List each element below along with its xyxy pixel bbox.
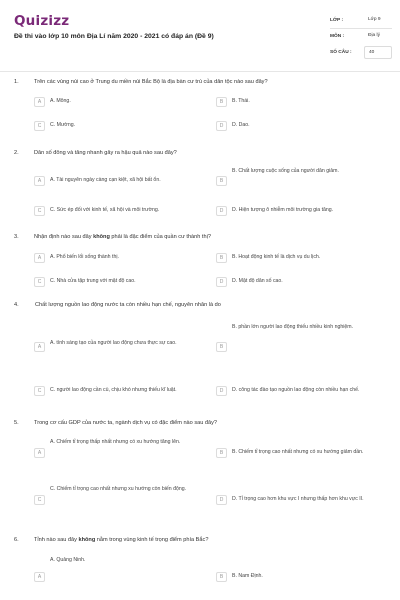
option-text: D. công tác đào tạo nguồn lao động còn nhiều hạn chế. <box>232 387 360 393</box>
question-text: Trên các vùng núi cao ở Trung du miền núi Bắc Bộ là địa bàn cư trú của dân tộc nào sau đây? <box>34 79 268 85</box>
option-text: A. Mông. <box>50 98 71 104</box>
option-text: D. Mật độ dân số cao. <box>232 278 283 284</box>
option-letter: D <box>216 206 227 216</box>
option-letter: A <box>34 97 45 107</box>
option-letter: A <box>34 572 45 582</box>
question-text: Trong cơ cấu GDP của nước ta, ngành dịch vụ có đặc điểm nào sau đây? <box>34 420 218 426</box>
question-number: 4. <box>14 302 19 308</box>
option-letter: C <box>34 386 45 396</box>
option-text: B. Hoạt động kinh tế là dịch vụ du lịch. <box>232 254 321 260</box>
option-text: B. Chiếm tỉ trọng cao nhất nhưng có xu hướng giảm dần. <box>232 449 364 455</box>
meta-mon <box>330 30 392 43</box>
option-letter: D <box>216 277 227 287</box>
question-text <box>34 234 374 242</box>
worksheet-header <box>0 0 400 72</box>
option-text: A. Phổ biến lối sống thành thị. <box>50 254 119 260</box>
option-text: C. Mường. <box>50 122 76 128</box>
meta-mon-label: MÔN : <box>330 34 345 39</box>
question-text: Dân số đông và tăng nhanh gây ra hậu quả nào sau đây? <box>34 150 177 156</box>
meta-divider <box>330 28 392 29</box>
page-title: Đề thi vào lớp 10 môn Địa Lí năm 2020 - 2021 có đáp án (Đề 9) <box>14 33 214 40</box>
question-text-part: nằm trong vùng kinh tế trọng điểm phía Bắc? <box>95 537 209 543</box>
option-letter: C <box>34 495 45 505</box>
option-letter: B <box>216 253 227 263</box>
question-text-emphasis: không <box>93 234 110 240</box>
option-text: A. Chiếm tỉ trọng thấp nhất nhưng có xu hướng tăng lên. <box>50 439 181 445</box>
question-text-emphasis: không <box>78 537 96 543</box>
option-letter: A <box>34 448 45 458</box>
option-letter: D <box>216 121 227 131</box>
option-text: C. Chiếm tỉ trọng cao nhất nhưng xu hướng còn biến động. <box>50 486 187 492</box>
option-text: D. Hiện tượng ô nhiễm môi trường gia tăng. <box>232 207 334 213</box>
question-text <box>34 537 374 545</box>
meta-lop <box>330 14 392 27</box>
question-text-part: Tỉnh nào sau đây <box>34 537 79 543</box>
option-text: B. phần lớn người lao động thiếu nhiều kinh nghiệm. <box>232 324 354 330</box>
question-4 <box>14 302 390 412</box>
option-text: C. Nhà cửa tập trung với mật độ cao. <box>50 278 136 284</box>
quizizz-logo: Quizizz <box>14 13 70 29</box>
option-text: A. tính sáng tạo của người lao động chưa thực sự cao. <box>50 340 177 346</box>
question-number: 1. <box>14 79 19 85</box>
question-number: 2. <box>14 150 19 156</box>
option-letter: A <box>34 176 45 186</box>
option-letter: C <box>34 121 45 131</box>
question-text: Chất lượng nguồn lao động nước ta còn nhiều hạn chế, nguyên nhân là do <box>35 302 221 308</box>
option-letter: D <box>216 386 227 396</box>
question-text-part: phải là đặc điểm của quần cư thành thị? <box>109 234 211 240</box>
meta-socau-value: 40 <box>364 46 392 59</box>
option-text: B. Chất lượng cuộc sống của người dân giảm. <box>232 168 339 174</box>
meta-mon-value: Địa lý <box>368 33 380 38</box>
option-text: B. Nam Định. <box>232 573 263 579</box>
meta-lop-value: Lớp 9 <box>368 17 381 22</box>
option-letter: B <box>216 97 227 107</box>
question-3 <box>14 234 390 294</box>
option-text: D. Dao. <box>232 122 250 128</box>
option-letter: B <box>216 448 227 458</box>
option-letter: C <box>34 277 45 287</box>
question-2 <box>14 150 390 220</box>
option-letter: A <box>34 342 45 352</box>
meta-socau-label: SỐ CÂU : <box>330 50 352 55</box>
option-letter: B <box>216 176 227 186</box>
option-text: B. Thái. <box>232 98 250 104</box>
option-text: A. Quảng Ninh. <box>50 557 86 563</box>
question-number: 5. <box>14 420 19 426</box>
question-number: 6. <box>14 537 19 543</box>
question-6 <box>14 537 390 592</box>
option-letter: A <box>34 253 45 263</box>
meta-socau <box>330 46 392 59</box>
meta-lop-label: LỚP : <box>330 18 344 23</box>
question-number: 3. <box>14 234 19 240</box>
question-5 <box>14 420 390 520</box>
option-letter: B <box>216 572 227 582</box>
option-letter: B <box>216 342 227 352</box>
option-text: C. Sức ép đối với kinh tế, xã hội và môi trường. <box>50 207 160 213</box>
question-1 <box>14 79 390 139</box>
option-text: D. Tỉ trọng cao hơn khu vực I nhưng thấp hơn khu vực II. <box>232 496 364 502</box>
option-letter: C <box>34 206 45 216</box>
option-text: C. người lao động cần cù, chịu khó nhưng thiếu kĩ luật. <box>50 387 177 393</box>
option-text: A. Tài nguyên ngày càng cạn kiệt, xã hội bất ổn. <box>50 177 161 183</box>
question-text-part: Nhận định nào sau đây <box>34 234 94 240</box>
option-letter: D <box>216 495 227 505</box>
